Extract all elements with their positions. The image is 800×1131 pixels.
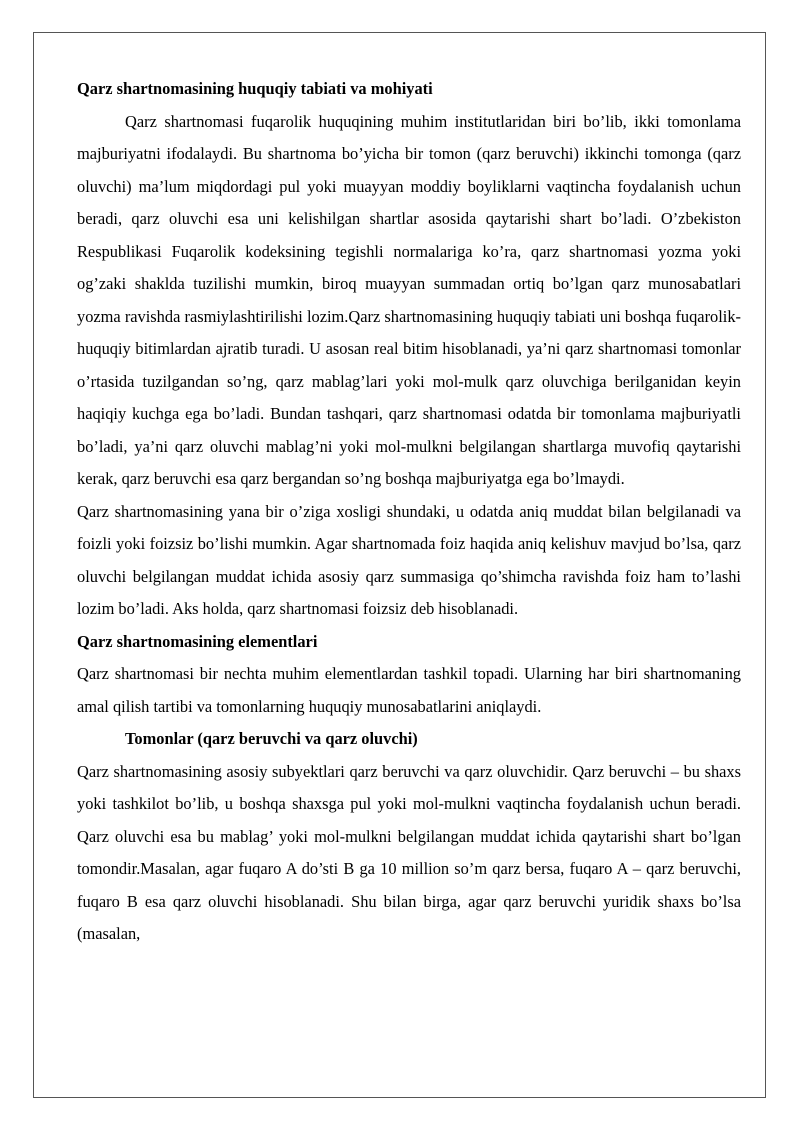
document-body (77, 73, 741, 951)
paragraph-elements: Qarz shartnomasi bir nechta muhim elementlardan tashkil topadi. Ularning har biri shartnomaning amal qilish tartibi va tomonlarning huquqiy munosabatlarini aniqlaydi. (77, 664, 741, 716)
paragraph-interest: Qarz shartnomasining yana bir o’ziga xosligi shundaki, u odatda aniq muddat bilan belgilanadi va foizli yoki foizsiz bo’lishi mumkin. Agar shartnomada foiz haqida aniq kelishuv mavjud bo’lsa, qarz oluvchi belgilangan muddat ichida asosiy qarz summasiga qo’shimcha ravishda foiz ham to’lashi lozim bo’ladi. Aks holda, qarz shartnomasi foizsiz deb hisoblanadi. (77, 501, 741, 618)
paragraph-parties: Qarz shartnomasining asosiy subyektlari qarz beruvchi va qarz oluvchidir. Qarz beruvchi – bu shaxs yoki tashkilot bo’lib, u boshqa shaxsga pul yoki mol-mulkni vaqtincha foydalanish uchun beradi. Qarz oluvchi esa bu mablag’ yoki mol-mulkni belgilangan muddat ichida qaytarishi shart bo’lgan tomondir.Masalan, agar fuqaro A do’sti B ga 10 million so’m qarz bersa, fuqaro A – qarz beruvchi, fuqaro B esa qarz oluvchi hisoblanadi. Shu bilan birga, agar qarz beruvchi yuridik shaxs bo’lsa (masalan, (77, 761, 741, 943)
section-heading-legal-nature: Qarz shartnomasining huquqiy tabiati va mohiyati (77, 79, 433, 98)
subsection-heading-parties: Tomonlar (qarz beruvchi va qarz oluvchi) (125, 729, 418, 748)
paragraph-legal-nature: Qarz shartnomasi fuqarolik huquqining muhim institutlaridan biri bo’lib, ikki tomonlama majburiyatni ifodalaydi. Bu shartnoma bo’yicha bir tomon (qarz beruvchi) ikkinchi tomonga (qarz oluvchi) ma’lum miqdordagi pul yoki muayyan moddiy boyliklarni vaqtincha foydalanish uchun beradi, qarz oluvchi esa uni kelishilgan shartlar asosida qaytarishi shart bo’ladi. O’zbekiston Respublikasi Fuqarolik kodeksining tegishli normalariga ko’ra, qarz shartnomasi yozma yoki og’zaki shaklda tuzilishi mumkin, biroq muayyan summadan ortiq bo’lgan qarz munosabatlari yozma ravishda rasmiylashtirilishi lozim.Qarz shartnomasining huquqiy tabiati uni boshqa fuqarolik-huquqiy bitimlardan ajratib turadi. U asosan real bitim hisoblanadi, ya’ni qarz shartnomasi tomonlar o’rtasida tuzilgandan so’ng, qarz mablag’lari yoki mol-mulk qarz oluvchiga berilganidan keyin haqiqiy kuchga ega bo’ladi. Bundan tashqari, qarz shartnomasi odatda bir tomonlama majburiyatli bo’ladi, ya’ni qarz oluvchi mablag’ni yoki mol-mulkni belgilangan shartlarga muvofiq qaytarishi kerak, qarz beruvchi esa qarz bergandan so’ng boshqa majburiyatga ega bo’lmaydi. (77, 111, 741, 488)
section-heading-elements: Qarz shartnomasining elementlari (77, 631, 318, 651)
